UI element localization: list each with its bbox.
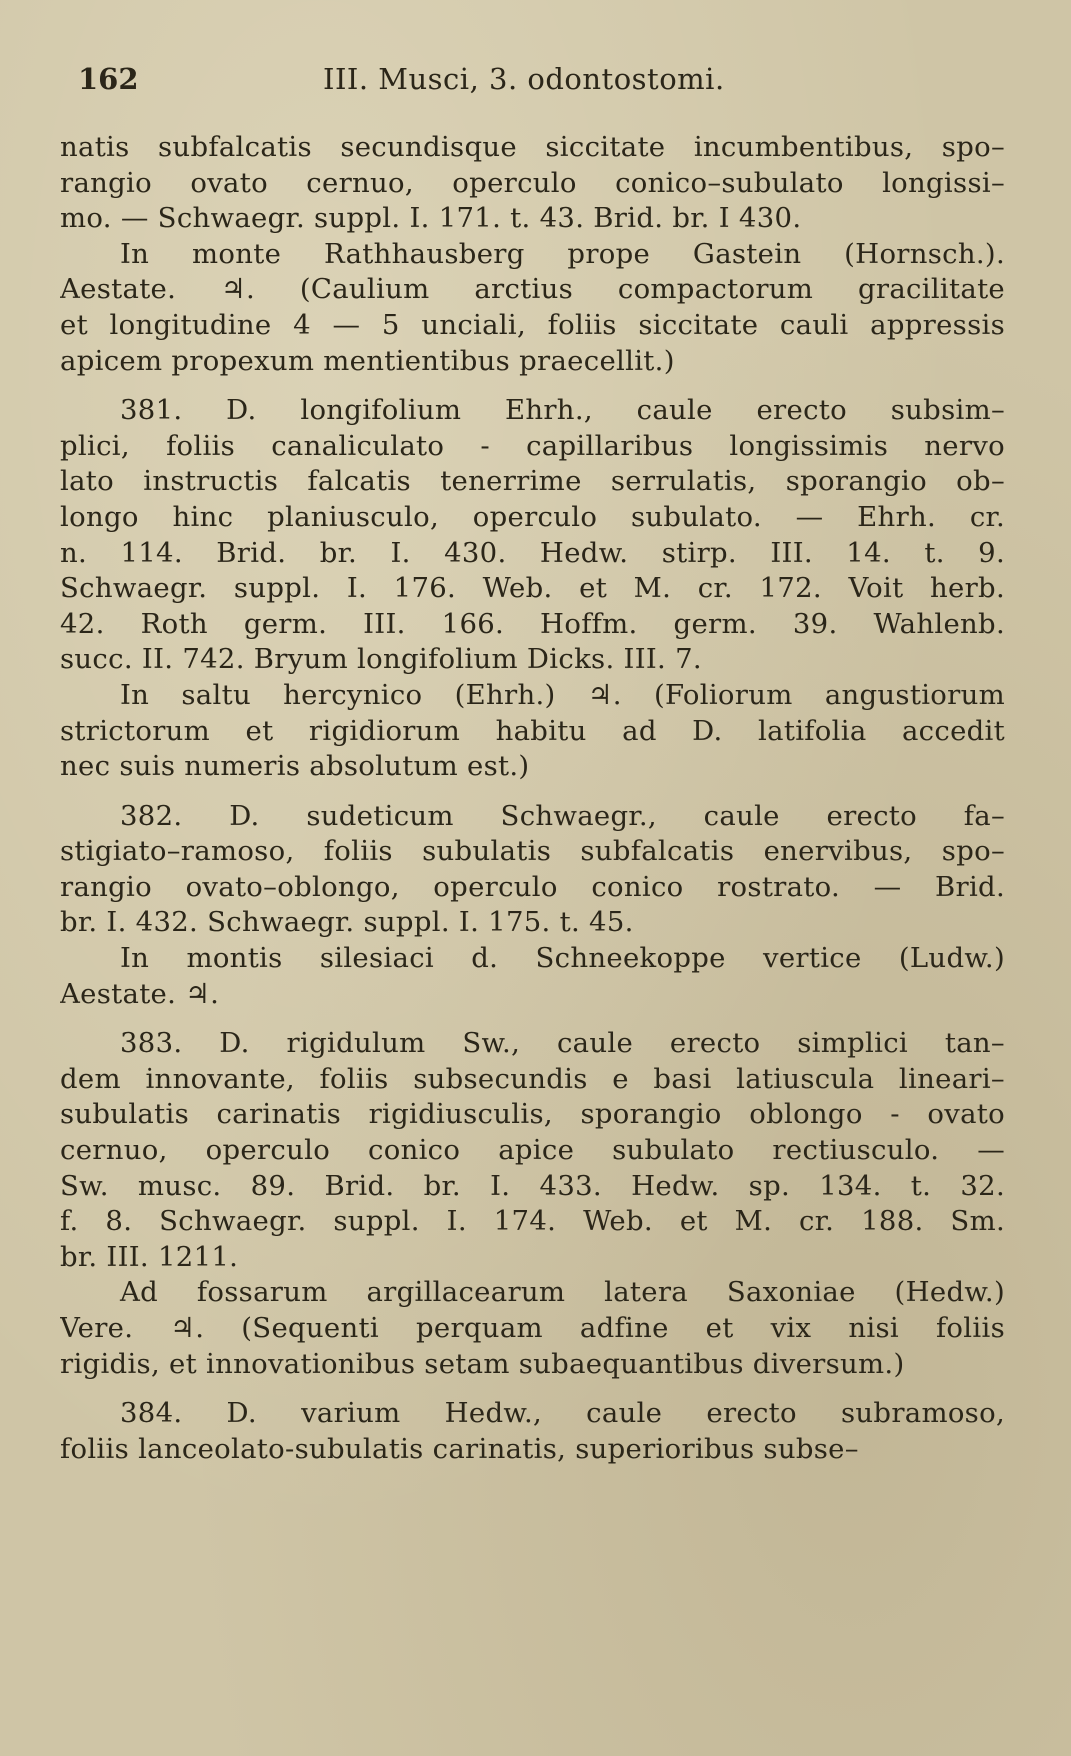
text-line: apicem propexum mentientibus praecellit.)	[60, 344, 675, 377]
running-title: III. Musci, 3. odontostomi.	[323, 62, 725, 96]
text-line: stigiato–ramoso, foliis subulatis subfalcatis enervibus, spo–	[60, 835, 1005, 868]
text-line: succ. II. 742. Bryum longifolium Dicks. III. 7.	[60, 643, 702, 676]
running-head	[78, 62, 998, 102]
text-line: plici, foliis canaliculato - capillaribus longissimis nervo	[60, 429, 1005, 462]
text-line: Vere. ♃. (Sequenti perquam adfine et vix nisi foliis	[60, 1312, 1005, 1344]
paragraph-gap	[60, 1382, 1005, 1396]
page-number: 162	[78, 62, 139, 96]
text-line: subulatis carinatis rigidiusculis, sporangio oblongo - ovato	[60, 1098, 1005, 1131]
text-line: 42. Roth germ. III. 166. Hoffm. germ. 39. Wahlenb.	[60, 607, 1005, 640]
text-line: Schwaegr. suppl. I. 176. Web. et M. cr. 172. Voit herb.	[60, 572, 1005, 605]
text-line: rangio ovato–oblongo, operculo conico rostrato. — Brid.	[60, 870, 1005, 903]
entry-382-heading: 382. D. sudeticum Schwaegr., caule erecto fa–	[120, 799, 1005, 832]
text-line: br. III. 1211.	[60, 1240, 239, 1273]
text-line: In montis silesiaci d. Schneekoppe vertice (Ludw.)	[120, 942, 1005, 975]
text-line: br. I. 432. Schwaegr. suppl. I. 175. t. 45.	[60, 906, 634, 939]
text-line: In monte Rathhausberg prope Gastein (Hornsch.).	[120, 237, 1005, 270]
text-line: strictorum et rigidiorum habitu ad D. latifolia accedit	[60, 714, 1005, 747]
text-line: lato instructis falcatis tenerrime serrulatis, sporangio ob–	[60, 465, 1005, 498]
entry-381-heading: 381. D. longifolium Ehrh., caule erecto subsim–	[120, 394, 1005, 427]
text-line: rigidis, et innovationibus setam subaequantibus diversum.)	[60, 1347, 905, 1380]
text-line: f. 8. Schwaegr. suppl. I. 174. Web. et M. cr. 188. Sm.	[60, 1205, 1005, 1238]
text-line: Ad fossarum argillacearum latera Saxoniae (Hedw.)	[120, 1276, 1005, 1309]
text-line: mo. — Schwaegr. suppl. I. 171. t. 43. Brid. br. I 430.	[60, 202, 802, 235]
text-line: cernuo, operculo conico apice subulato rectiusculo. —	[60, 1134, 1005, 1167]
body-text	[60, 130, 1005, 1467]
entry-384-heading: 384. D. varium Hedw., caule erecto subramoso,	[120, 1397, 1005, 1430]
text-line: longo hinc planiusculo, operculo subulato. — Ehrh. cr.	[60, 500, 1005, 533]
text-line: dem innovante, foliis subsecundis e basi latiuscula lineari–	[60, 1062, 1005, 1095]
text-line: In saltu hercynico (Ehrh.) ♃. (Foliorum angustiorum	[120, 678, 1005, 711]
text-line: et longitudine 4 — 5 unciali, foliis siccitate cauli appressis	[60, 308, 1005, 341]
text-line: foliis lanceolato-subulatis carinatis, superioribus subse–	[60, 1432, 859, 1465]
text-line: Sw. musc. 89. Brid. br. I. 433. Hedw. sp. 134. t. 32.	[60, 1169, 1005, 1202]
paragraph-gap	[60, 1012, 1005, 1026]
text-line: Aestate. ♃. (Caulium arctius compactorum gracilitate	[60, 273, 1005, 306]
text-line: Aestate. ♃.	[60, 977, 220, 1010]
text-line: n. 114. Brid. br. I. 430. Hedw. stirp. III. 14. t. 9.	[60, 536, 1005, 569]
text-line: nec suis numeris absolutum est.)	[60, 750, 530, 783]
text-line: rangio ovato cernuo, operculo conico–subulato longissi–	[60, 166, 1005, 199]
text-line: natis subfalcatis secundisque siccitate incumbentibus, spo–	[60, 131, 1005, 163]
paragraph-gap	[60, 379, 1005, 393]
entry-383-heading: 383. D. rigidulum Sw., caule erecto simplici tan–	[120, 1027, 1005, 1060]
paragraph-gap	[60, 785, 1005, 799]
